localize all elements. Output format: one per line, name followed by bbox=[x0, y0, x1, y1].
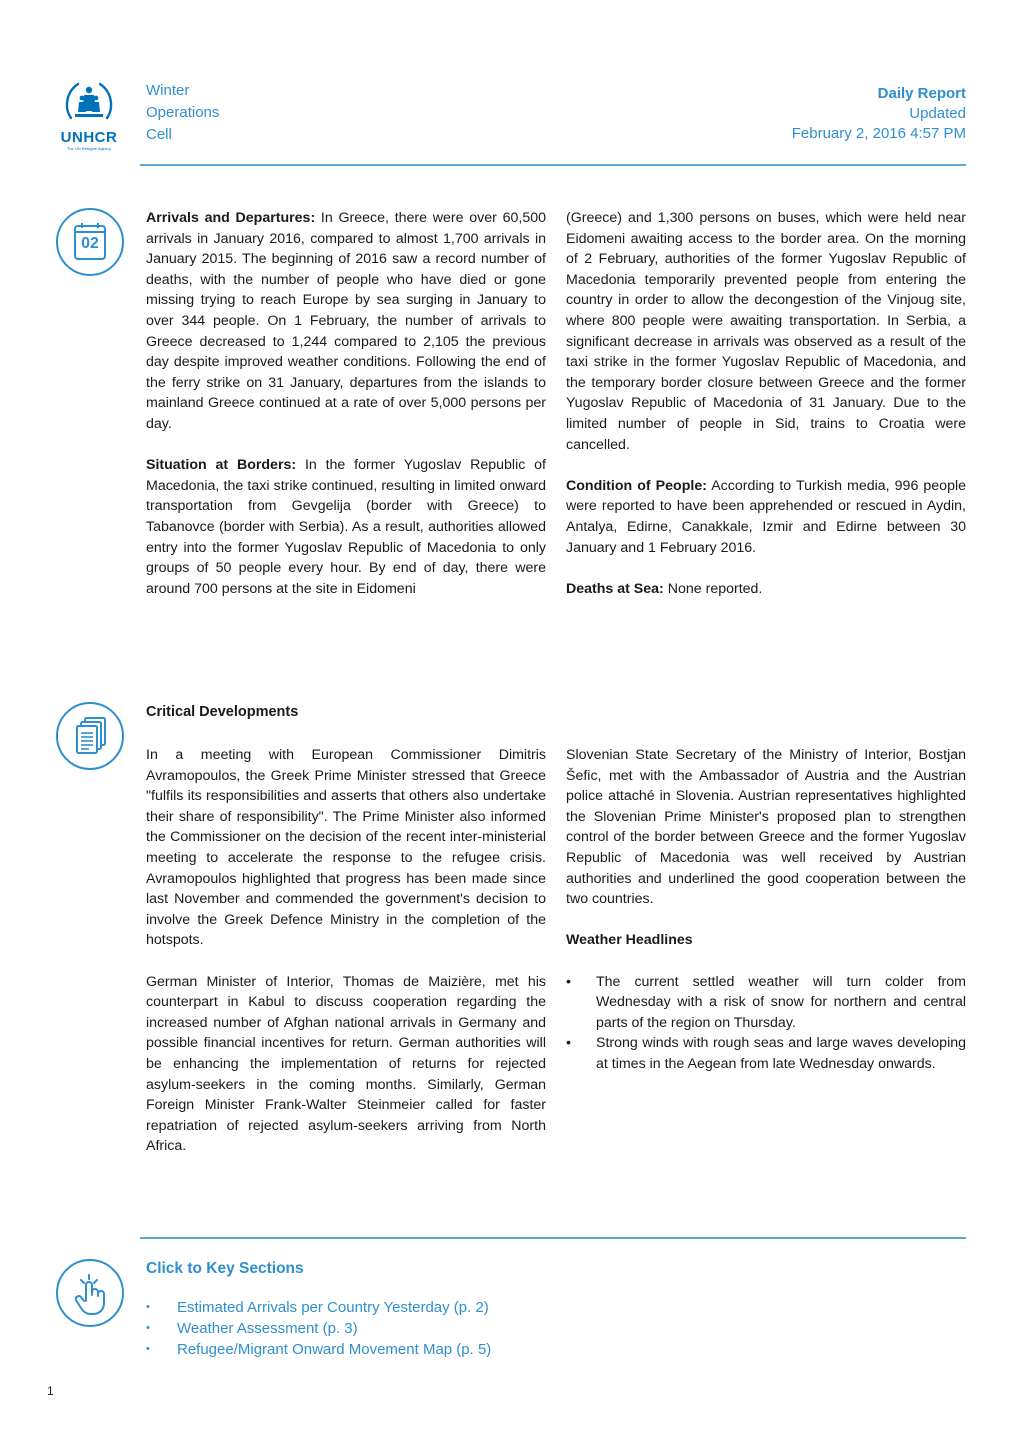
weather-item: • The current settled weather will turn colder from Wednesday with a risk of snow for northern and central parts of the region on Thursday. bbox=[596, 972, 966, 1034]
operations-cell-title bbox=[146, 80, 219, 146]
key-sections-heading: Click to Key Sections bbox=[146, 1260, 304, 1277]
borders-text: In the former Yugoslav Republic of Macedonia, the taxi strike continued, resulting in limited onward transportation from Gevgelija (border with Greece) to Tabanovce (border with Serbia). As a result, authorities allowed entry into the former Yugoslav Republic of Macedonia to only groups of 50 people every hour. By end of day, there were around 700 persons at the site in Eidomeni bbox=[146, 457, 546, 597]
borders-paragraph bbox=[146, 455, 546, 620]
link-onward-movement-map[interactable]: • Refugee/Migrant Onward Movement Map (p. 5) bbox=[146, 1339, 491, 1360]
unhcr-logo bbox=[58, 80, 120, 151]
calendar-day: 02 bbox=[81, 235, 99, 252]
deaths-label: Deaths at Sea: bbox=[566, 580, 664, 597]
weather-list bbox=[566, 972, 966, 1075]
header-divider bbox=[140, 164, 966, 166]
section-divider bbox=[140, 1237, 966, 1239]
logo-wordmark: UNHCR bbox=[60, 129, 118, 146]
condition-text: According to Turkish media, 996 people were reported to have been apprehended or rescued in Aydin, Antalya, Edirne, Canakkale, Izmir and Edirne between 30 January and 1 February 2016. bbox=[566, 477, 967, 556]
condition-label: Condition of People: bbox=[566, 477, 707, 494]
avramopoulos-paragraph: In a meeting with European Commissioner Dimitris Avramopoulos, the Greek Prime Minister stressed that Greece "fulfils its responsibilities and asserts that others also undertake their share of responsibility". The Prime Minister also informed the Commissioner on the decision of the recent inter-ministerial meeting to accelerate the response to the refugee crisis. Avramopoulos highlighted that progress has been made since last November and commended the government's decision to involve the Greek Defence Ministry in the completion of the hotspots. bbox=[146, 747, 546, 949]
section2-right-column bbox=[566, 745, 966, 1075]
weather-heading: Weather Headlines bbox=[566, 932, 693, 949]
borders-label: Situation at Borders: bbox=[146, 457, 297, 474]
deaths-paragraph bbox=[566, 579, 966, 600]
page-number: 1 bbox=[47, 1384, 54, 1398]
logo-tagline: The UN Refugee Agency bbox=[66, 146, 112, 151]
report-header bbox=[792, 84, 966, 144]
de-maiziere-paragraph: German Minister of Interior, Thomas de Maizière, met his counterpart in Kabul to discuss cooperation regarding the increased number of Afghan national arrivals in Germany and possible financial incentives for return. German authorities will be enhancing the implementation of returns for rejected asylum-seekers in the coming months. Similarly, German Foreign Minister Frank-Walter Steinmeier called for faster repatriation of rejected asylum-seekers arriving from North Africa. bbox=[146, 973, 546, 1155]
updated-date: February 2, 2016 4:57 PM bbox=[791, 125, 966, 142]
cell-title-line3: Cell bbox=[146, 126, 172, 143]
borders-continuation: (Greece) and 1,300 persons on buses, which were held near Eidomeni awaiting access to the border area. On the morning of 2 February, authorities of the former Yugoslav Republic of Macedonia temporarily prevented people from entering the country in order to allow the decongestion of the Vinjoug site, where 800 people were awaiting transportation. In Serbia, a significant decrease in arrivals was observed as a result of the taxi strike in the former Yugoslav Republic of Macedonia, and the temporary border closure between Greece and the former Yugoslav Republic of Macedonia of 31 January. Due to the limited number of people in Sid, trains to Croatia were cancelled. bbox=[566, 210, 966, 453]
link-estimated-arrivals[interactable]: • Estimated Arrivals per Country Yesterday (p. 2) bbox=[146, 1297, 491, 1318]
weather-item: • Strong winds with rough seas and large waves developing at times in the Aegean from late Wednesday onwards. bbox=[596, 1033, 966, 1074]
updated-label: Updated bbox=[909, 105, 966, 122]
sefic-paragraph: Slovenian State Secretary of the Ministry of Interior, Bostjan Šefic, met with the Ambassador of Austria and the Austrian police attaché in Slovenia. Austrian representatives highlighted the Slovenian Prime Minister's proposed plan to strengthen control of the border between Greece and the former Yugoslav Republic of Macedonia was well received by Austrian authorities and underlined the good cooperation between the two countries. bbox=[566, 747, 966, 908]
cell-title-line2: Operations bbox=[146, 104, 220, 121]
tap-hand-icon bbox=[56, 1259, 124, 1327]
condition-paragraph bbox=[566, 476, 966, 558]
section1-right-column-text bbox=[566, 208, 966, 620]
arrivals-label: Arrivals and Departures: bbox=[146, 210, 316, 226]
critical-developments-heading: Critical Developments bbox=[146, 704, 299, 720]
arrivals-paragraph bbox=[146, 208, 546, 435]
cell-title-line1: Winter bbox=[146, 82, 190, 99]
arrivals-text: In Greece, there were over 60,500 arrivals in January 2016, compared to almost 1,700 arrivals in January 2015. The beginning of 2016 saw a record number of deaths, with the number of people who have died or gone missing trying to reach Europe by sea surging in January to over 344 people. On 1 February, the number of arrivals to Greece decreased to 1,244 compared to 2,105 the previous day despite improved weather conditions. Following the end of the ferry strike on 31 January, departures from the islands to mainland Greece continued at a rate of over 5,000 persons per day. bbox=[146, 210, 546, 432]
key-sections-list bbox=[146, 1297, 491, 1360]
section1-left-column bbox=[146, 208, 546, 641]
documents-icon bbox=[56, 702, 124, 770]
calendar-icon bbox=[56, 208, 124, 276]
report-title: Daily Report bbox=[877, 85, 966, 102]
deaths-text: None reported. bbox=[667, 580, 763, 597]
link-weather-assessment[interactable]: • Weather Assessment (p. 3) bbox=[146, 1318, 491, 1339]
section2-left-column bbox=[146, 745, 546, 1177]
unhcr-emblem-icon bbox=[58, 80, 120, 122]
